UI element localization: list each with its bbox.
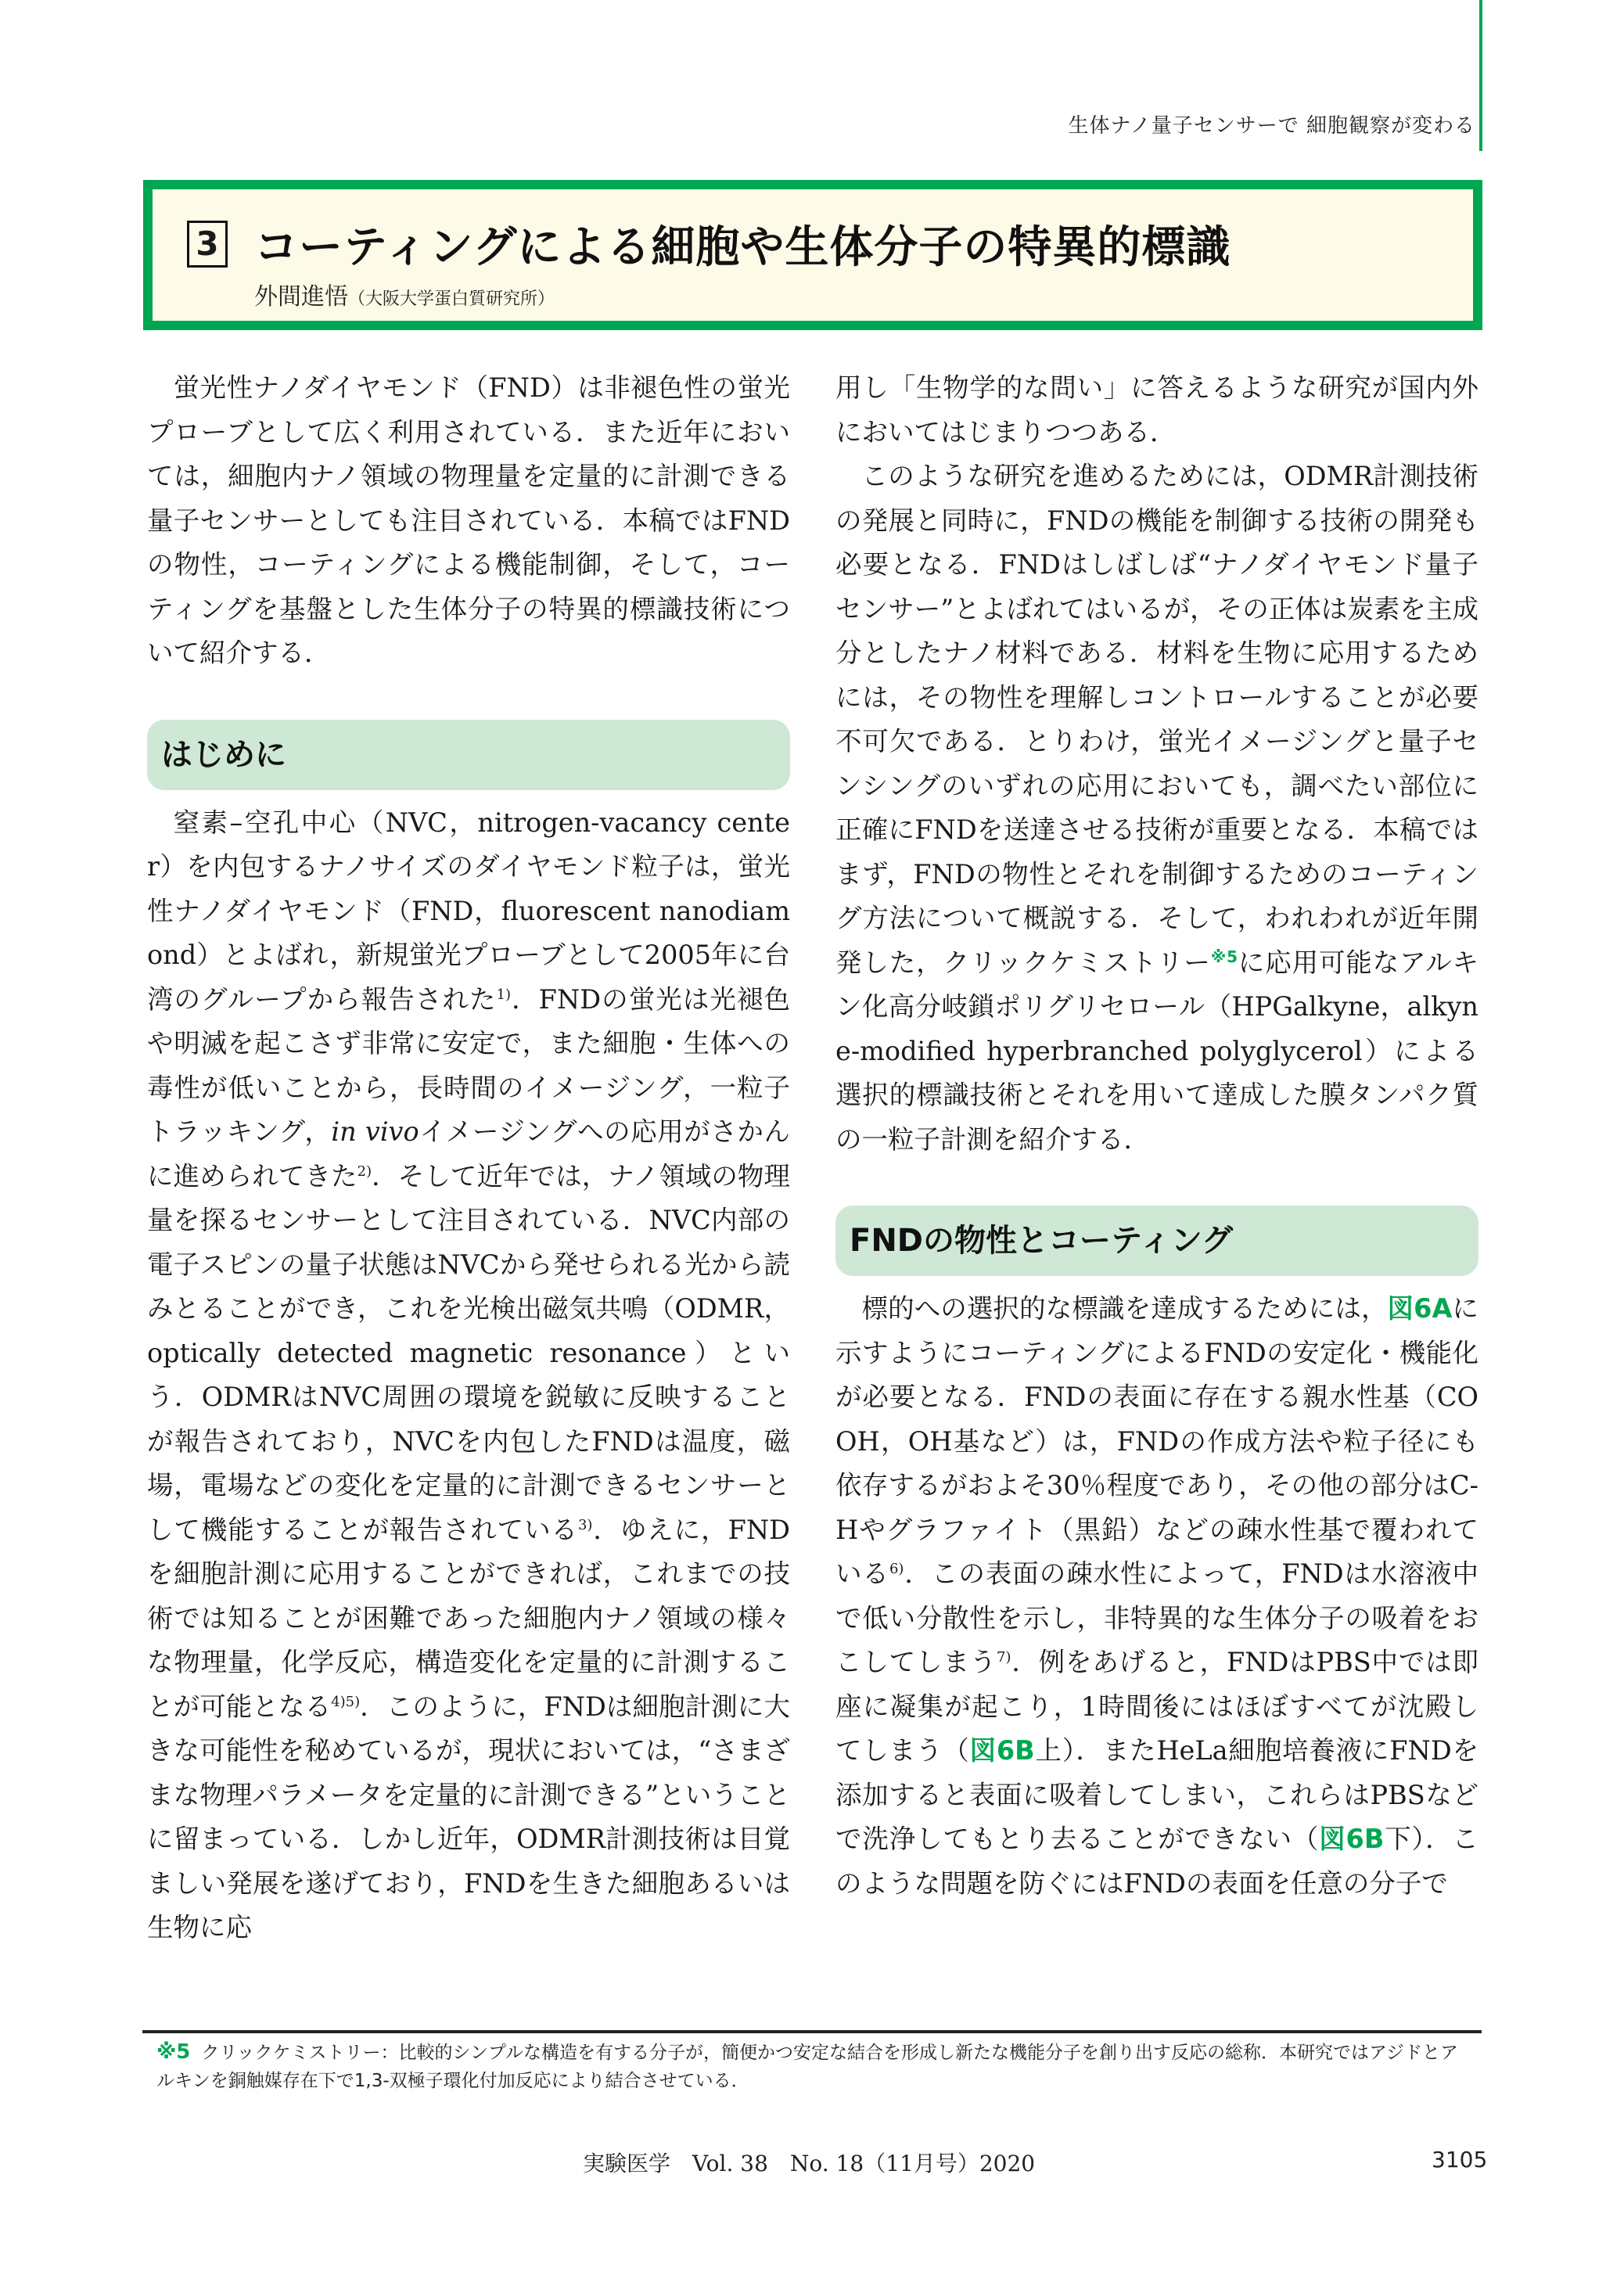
citation-ref[interactable]: 3): [577, 1516, 593, 1533]
fnd-properties-paragraph: [835, 1287, 1478, 1906]
text-run: ．例をあげると，FNDはPBS中では即座に凝集が起こり，1時間後にはほぼすべてが沈殿してしまう（: [835, 1647, 1478, 1766]
left-column: [147, 366, 790, 1950]
footnote: [156, 2038, 1471, 2095]
intro-paragraph: [147, 801, 790, 1950]
text-run: 上）．またHeLa細胞培養液にFNDを添加すると表面に吸着してしまい，これらはPBSなどで洗浄してもとり去ることができない（: [835, 1735, 1478, 1854]
article-title: コーティングによる細胞や生体分子の特異的標識: [254, 222, 1231, 273]
text-run: 標的への選択的な標識を達成するためには，: [861, 1293, 1388, 1324]
right-column: [835, 366, 1478, 1906]
footnote-text: クリックケミストリー：比較的シンプルな構造を有する分子が，簡便かつ安定な結合を形成し新たな機能分子を創り出す反応の総称．本研究ではアジドとアルキンを銅触媒存在下で1,3-双極子環化付加反応により結合させている．: [156, 2043, 1459, 2091]
figure-ref[interactable]: 図6B: [969, 1735, 1035, 1766]
footnote-mark: ※5: [156, 2040, 191, 2064]
citation-ref[interactable]: 7): [997, 1648, 1011, 1666]
running-head: 生体ナノ量子センサーで 細胞観察が変わる: [1068, 114, 1475, 138]
margin-accent-line: [1479, 0, 1482, 151]
author-affiliation: （大阪大学蛋白質研究所）: [348, 289, 555, 309]
page-number: 3105: [1432, 2147, 1488, 2173]
section-heading-fnd-properties: FNDの物性とコーティング: [835, 1206, 1478, 1276]
intro-continuation: 用し「生物学的な問い」に答えるような研究が国内外においてはじまりつつある．: [835, 372, 1478, 447]
citation-ref[interactable]: 2): [357, 1163, 372, 1180]
abstract: 蛍光性ナノダイヤモンド（FND）は非褪色性の蛍光プローブとして広く利用されている．また近年においては，細胞内ナノ領域の物理量を定量的に計測できる量子センサーとしても注目されている．本稿ではFNDの物性，コーティングによる機能制御，そして，コーティングを基盤とした生体分子の特異的標識技術について紹介する．: [147, 372, 790, 668]
figure-ref[interactable]: 図6A: [1387, 1293, 1453, 1324]
citation-ref[interactable]: 1): [496, 986, 512, 1003]
footnote-divider: [142, 2030, 1482, 2033]
text-run: に応用可能なアルキン化高分岐鎖ポリグリセロール（HPGalkyne，alkyne-modified hyperbranched polyglycerol）による選択的標識技術とそれを用いて達成した膜タンパク質の一粒子計測を紹介する．: [835, 947, 1478, 1155]
footnote-ref[interactable]: ※5: [1210, 947, 1238, 966]
text-run: ．FNDの蛍光は光褪色や明滅を起こさず非常に安定で，また細胞・生体への毒性が低いことから，長時間のイメージング，一粒子トラッキング，: [147, 983, 790, 1147]
article-title-box: [143, 180, 1482, 330]
figure-ref[interactable]: 図6B: [1319, 1824, 1385, 1854]
italic-term: in vivo: [331, 1116, 419, 1147]
footer-journal-info: 実験医学 Vol. 38 No. 18（11月号）2020: [583, 2151, 1036, 2176]
article-number: 3: [187, 221, 228, 268]
citation-ref[interactable]: 6): [889, 1560, 904, 1577]
citation-ref[interactable]: 4)5): [331, 1693, 361, 1710]
text-run: ．ゆえに，FNDを細胞計測に応用することができれば，これまでの技術では知ることが困難であった細胞内ナノ領域の様々な物理量，化学反応，構造変化を定量的に計測することが可能となる: [147, 1514, 791, 1722]
text-run: このような研究を進めるためには，ODMR計測技術の発展と同時に，FNDの機能を制御する技術の開発も必要となる．FNDはしばしば“ナノダイヤモンド量子センサー”とよばれてはいるが，その正体は炭素を主成分としたナノ材料である．材料を生物に応用するためには，その物性を理解しコントロールすることが必要不可欠である．とりわけ，蛍光イメージングと量子センシングのいずれの応用においても，調べたい部位に正確にFNDを送達させる技術が重要となる．本稿ではまず，FNDの物性とそれを制御するためのコーティング方法について概説する．そして，われわれが近年開発した，クリックケミストリー: [835, 461, 1478, 978]
author-name: 外間進悟: [254, 283, 348, 311]
text-run: 窒素–空孔中心（NVC，nitrogen-vacancy center）を内包するナノサイズのダイヤモンド粒子は，蛍光性ナノダイヤモンド（FND，fluorescent nanodiamond）とよばれ，新規蛍光プローブとして2005年に台湾のグループから報告された: [147, 807, 790, 1015]
text-run: 下）．このような問題を防ぐにはFNDの表面を任意の分子で: [835, 1824, 1478, 1899]
text-run: ．そして近年では，ナノ領域の物理量を探るセンサーとして注目されている．NVC内部の電子スピンの量子状態はNVCから発せられる光から読みとることができ，これを光検出磁気共鳴（ODMR，optically detected magnetic resonance）という．ODMRはNVC周囲の環境を鋭敏に反映することが報告されており，NVCを内包したFNDは温度，磁場，電場などの変化を定量的に計測できるセンサーとして機能することが報告されている: [147, 1160, 791, 1545]
text-run: ．このように，FNDは細胞計測に大きな可能性を秘めているが，現状においては，“さまざまな物理パラメータを定量的に計測できる”ということに留まっている．しかし近年，ODMR計測技術は目覚ましい発展を遂げており，FNDを生きた細胞あるいは生物に応: [147, 1691, 791, 1943]
author-line: [254, 277, 555, 311]
text-run: ．この表面の疎水性によって，FNDは水溶液中で低い分散性を示し，非特異的な生体分子の吸着をおこしてしまう: [835, 1558, 1478, 1677]
intro-paragraph-2: [835, 455, 1478, 1162]
text-run: イメージングへの応用がさかんに進められてきた: [147, 1116, 790, 1191]
text-run: に示すようにコーティングによるFNDの安定化・機能化が必要となる．FNDの表面に存在する親水性基（COOH，OH基など）は，FNDの作成方法や粒子径にも依存するがおよそ30％程度であり，その他の部分はC-Hやグラファイト（黒鉛）などの疎水性基で覆われている: [835, 1293, 1478, 1589]
section-heading-intro: はじめに: [147, 720, 790, 790]
